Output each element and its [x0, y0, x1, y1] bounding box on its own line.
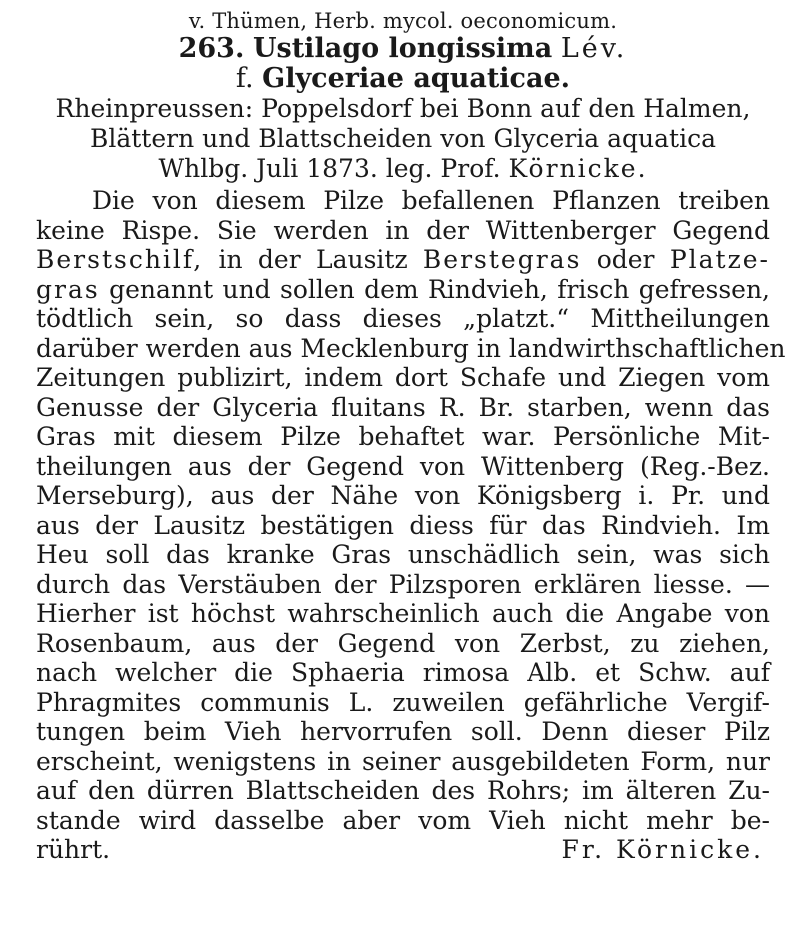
text-line: Die von diesem Pilze befallenen Pflanzen treiben	[92, 186, 770, 215]
collector-name: Körnicke.	[508, 154, 648, 183]
body-paragraph	[36, 186, 786, 865]
specimen-number: 263.	[178, 33, 245, 64]
text-line: erscheint, wenigstens in seiner ausgebildeten Form, nur	[36, 746, 770, 776]
series-header: v. Thümen, Herb. mycol. oeconomicum.	[188, 9, 618, 33]
collection-info: Whlbg. Juli 1873. leg. Prof.	[158, 154, 501, 183]
author-signature	[562, 835, 770, 865]
locality-block	[36, 94, 770, 184]
text-line: Heu soll das kranke Gras unschädlich sein, was sich	[36, 540, 770, 569]
text-line: nach welcher die Sphaeria rimosa Alb. et Schw. auf	[36, 658, 770, 687]
local-name: gras	[36, 274, 100, 304]
text-line: Zeitungen publizirt, indem dort Schafe und Ziegen vom	[36, 363, 770, 392]
text-line: tungen beim Vieh hervorrufen soll. Denn dieser Pilz	[36, 717, 770, 746]
text-line: durch das Verstäuben der Pilzsporen erklären liesse. —	[36, 569, 770, 599]
text-line: Berstschilf, in der Lausitz Berstegras oder Platze-	[36, 245, 770, 274]
text-line: darüber werden aus Mecklenburg in landwirthschaftlichen	[36, 333, 786, 363]
text-line: aus der Lausitz bestätigen diess für das Rindvieh. Im	[36, 510, 770, 540]
text-line: Hierher ist höchst wahrscheinlich auch die Angabe von	[36, 599, 770, 628]
text-line: keine Rispe. Sie werden in der Wittenberger Gegend	[36, 215, 770, 245]
text-line: gras genannt und sollen dem Rindvieh, frisch gefressen,	[36, 274, 771, 304]
form-name: Glyceriae aquaticae.	[262, 63, 571, 94]
text-line: tödtlich sein, so dass dieses „platzt.“ Mittheilungen	[36, 304, 770, 333]
local-name: Berstschilf,	[36, 245, 204, 274]
species-author: Lév.	[560, 33, 628, 64]
text-line: stande wird dasselbe aber vom Vieh nicht mehr be-	[36, 805, 770, 835]
text-line: rührt.	[36, 835, 111, 864]
text-line: Merseburg), aus der Nähe von Königsberg i. Pr. und	[36, 481, 770, 510]
locality-line: Rheinpreussen: Poppelsdorf bei Bonn auf den Halmen,	[55, 94, 751, 123]
locality-line	[36, 154, 770, 184]
signature-prefix: Fr.	[561, 835, 606, 864]
form-prefix: f.	[235, 63, 254, 94]
local-name: Berstegras	[422, 245, 582, 274]
text-line: Gras mit diesem Pilze behaftet war. Persönliche Mit-	[36, 422, 770, 451]
text-line: Genusse der Glyceria fluitans R. Br. starben, wenn das	[36, 392, 770, 422]
text-line: Rosenbaum, aus der Gegend von Zerbst, zu ziehen,	[36, 628, 770, 658]
local-name: Platze-	[669, 245, 770, 274]
species-title	[36, 34, 770, 64]
species-name: Ustilago longissima	[252, 33, 553, 64]
signature-name: Körnicke.	[616, 835, 764, 864]
locality-line: Blättern und Blattscheiden von Glyceria aquatica	[89, 124, 716, 153]
form-title	[36, 64, 770, 94]
text-line: Phragmites communis L. zuweilen gefährliche Vergif-	[36, 687, 770, 717]
text-line: theilungen aus der Gegend von Wittenberg (Reg.-Bez.	[36, 451, 770, 481]
closing-row	[36, 835, 770, 865]
text-line: auf den dürren Blattscheiden des Rohrs; im älteren Zu-	[36, 776, 770, 805]
